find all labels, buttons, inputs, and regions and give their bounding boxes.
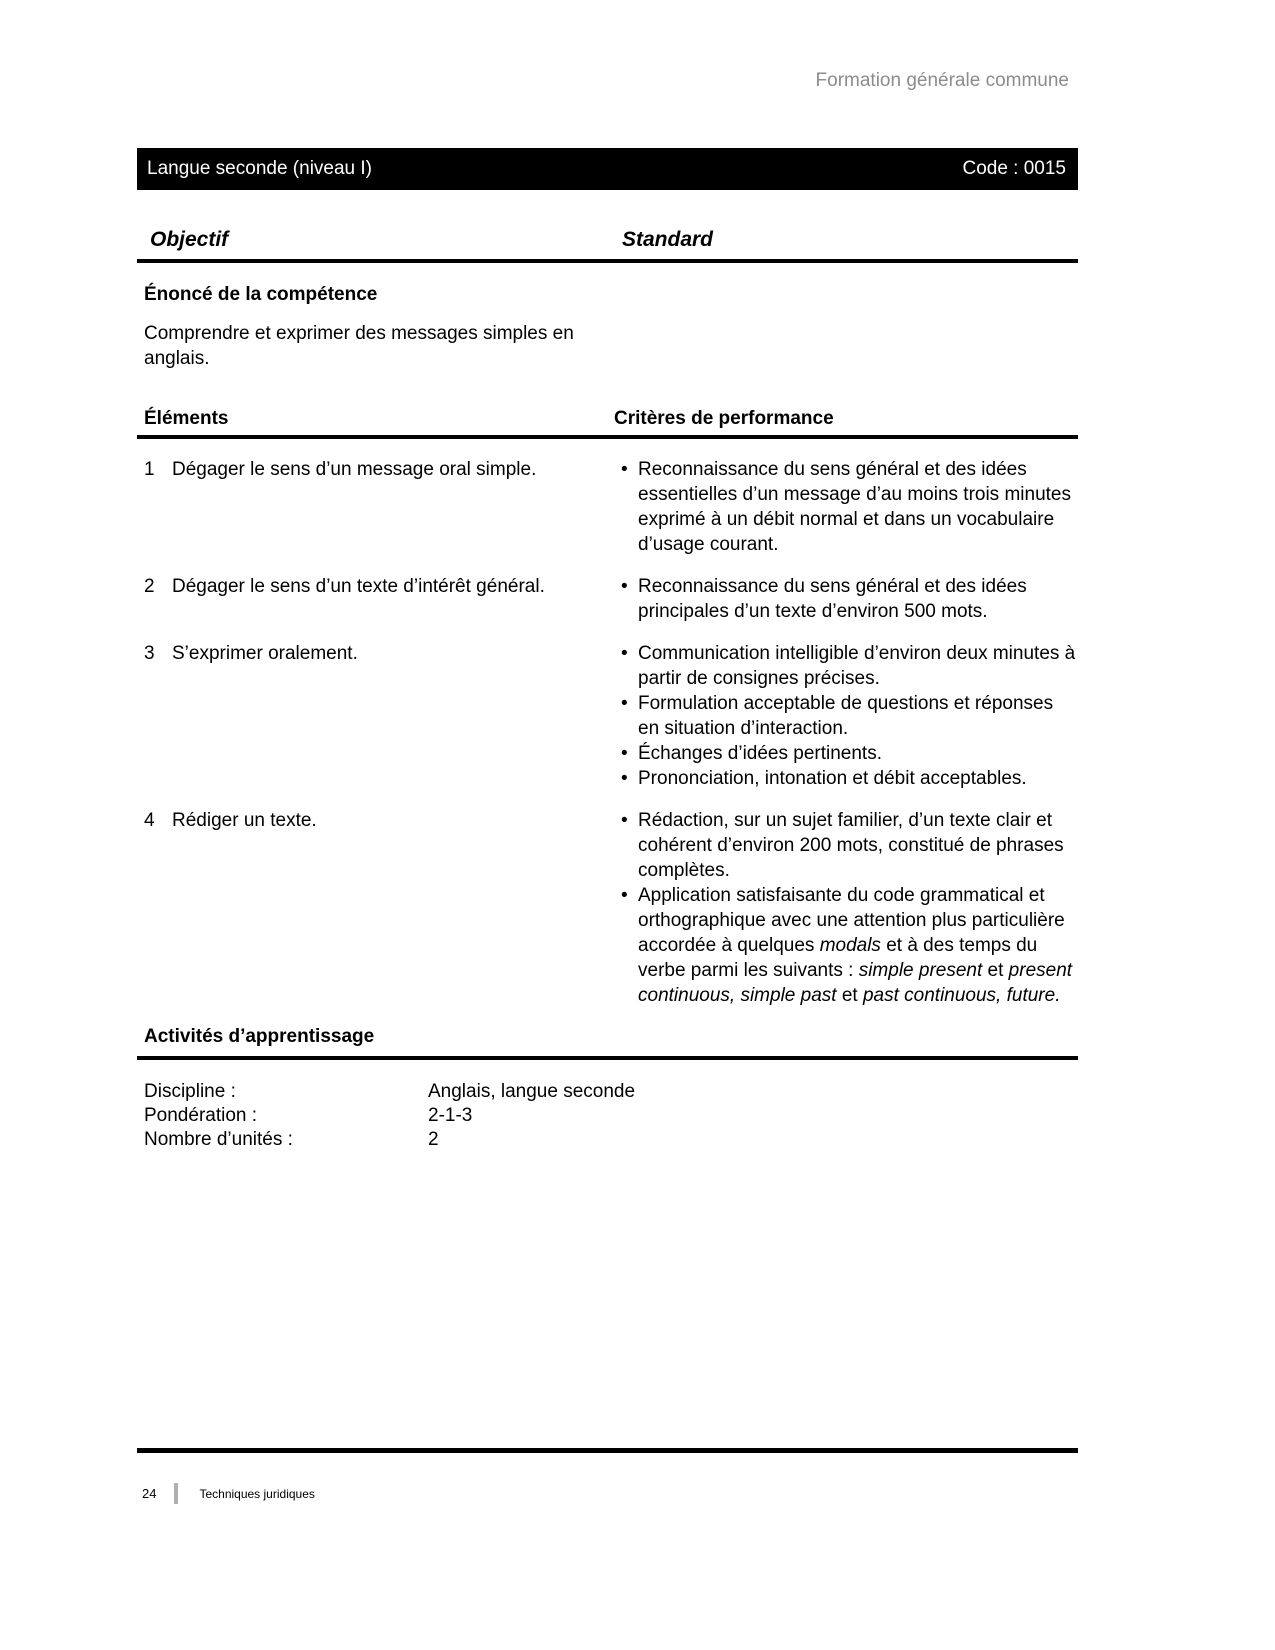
element-text: Dégager le sens d’un message oral simple. <box>172 459 537 480</box>
criteria-list <box>614 574 1078 624</box>
element-row <box>137 574 1078 624</box>
activity-value: 2-1-3 <box>428 1105 473 1126</box>
footer-rule <box>137 1448 1078 1453</box>
course-code: Code : 0015 <box>962 158 1066 179</box>
criteria-list <box>614 457 1078 557</box>
footer-divider-bar <box>174 1483 178 1504</box>
activity-row <box>137 1104 1078 1128</box>
criterion-text-segment: Rédaction, sur un sujet familier, d’un texte clair et cohérent d’environ 200 mots, constitué de phrases complètes. <box>638 810 1064 881</box>
element-row <box>137 808 1078 1008</box>
elements-rows <box>137 457 1078 1008</box>
criterion-item <box>614 741 1078 766</box>
criteria-heading: Critères de performance <box>614 408 834 429</box>
criterion-text-segment: Reconnaissance du sens général et des idées essentielles d’un message d’au moins trois minutes exprimé à un débit normal et dans un vocabulaire d’usage courant. <box>638 459 1071 555</box>
elements-divider-rule <box>137 435 1078 439</box>
criterion-text-segment: et à des temps du verbe parmi les suivants : <box>638 935 1038 981</box>
activities-divider-rule <box>137 1056 1078 1060</box>
element-text: S’exprimer oralement. <box>172 643 358 664</box>
activities-heading: Activités d’apprentissage <box>144 1026 375 1047</box>
element-row <box>137 641 1078 791</box>
criterion-italic-segment: modals <box>819 935 881 956</box>
criterion-text-segment: Échanges d’idées pertinents. <box>638 743 882 764</box>
criterion-text-segment: Reconnaissance du sens général et des idées principales d’un texte d’environ 500 mots. <box>638 576 1027 622</box>
element-statement <box>137 641 614 791</box>
element-statement <box>137 457 614 557</box>
activity-label: Nombre d’unités : <box>144 1129 293 1150</box>
footer-row <box>137 1483 1078 1504</box>
criteria-list <box>614 808 1078 1008</box>
activity-label: Pondération : <box>144 1105 258 1126</box>
element-number: 4 <box>144 810 155 831</box>
criterion-item <box>614 808 1078 883</box>
competence-section <box>137 283 1078 371</box>
page-content <box>137 0 1078 1152</box>
activity-row <box>137 1128 1078 1152</box>
criterion-item <box>614 457 1078 557</box>
course-title: Langue seconde (niveau I) <box>147 158 372 179</box>
element-number: 1 <box>144 459 155 480</box>
page-number: 24 <box>142 1486 157 1501</box>
criterion-text-segment: Formulation acceptable de questions et réponses en situation d’interaction. <box>638 693 1054 739</box>
criteria-list <box>614 641 1078 791</box>
criterion-italic-segment: simple present <box>858 960 983 981</box>
element-statement <box>137 574 614 624</box>
element-number: 3 <box>144 643 155 664</box>
element-statement <box>137 808 614 1008</box>
criterion-item <box>614 883 1078 1008</box>
activity-row <box>137 1080 1078 1104</box>
activity-value: Anglais, langue seconde <box>428 1081 636 1102</box>
element-text: Dégager le sens d’un texte d’intérêt général. <box>172 576 545 597</box>
criterion-item <box>614 766 1078 791</box>
criterion-text-segment: Application satisfaisante du code grammatical et orthographique avec une attention plus particulière accordée à quelques <box>638 885 1065 956</box>
header-divider-rule <box>137 259 1078 263</box>
standard-heading: Standard <box>622 228 714 251</box>
criterion-text-segment: Prononciation, intonation et débit acceptables. <box>638 768 1027 789</box>
activities-rows <box>137 1080 1078 1152</box>
objectif-heading: Objectif <box>150 228 229 251</box>
activity-value: 2 <box>428 1129 439 1150</box>
page-footer <box>137 1448 1078 1504</box>
criterion-italic-segment: past continuous, future. <box>862 985 1061 1006</box>
criterion-item <box>614 691 1078 741</box>
course-title-bar <box>137 148 1078 190</box>
element-text: Rédiger un texte. <box>172 810 317 831</box>
objectif-standard-headers <box>137 228 1078 252</box>
elements-heading: Éléments <box>144 408 229 429</box>
criterion-item <box>614 641 1078 691</box>
criterion-text-segment: et <box>836 985 863 1006</box>
criterion-text-segment: Communication intelligible d’environ deux minutes à partir de consignes précises. <box>638 643 1076 689</box>
criterion-italic-segment: present continuous, simple past <box>638 960 1073 1006</box>
criterion-item <box>614 574 1078 624</box>
element-number: 2 <box>144 576 155 597</box>
activity-label: Discipline : <box>144 1081 236 1102</box>
competence-heading: Énoncé de la compétence <box>144 284 378 305</box>
criterion-text-segment: et <box>982 960 1009 981</box>
running-header: Formation générale commune <box>815 70 1069 91</box>
footer-label: Techniques juridiques <box>199 1486 315 1501</box>
competence-text: Comprendre et exprimer des messages simples en anglais. <box>144 323 574 369</box>
elements-criteria-headers <box>137 407 1078 431</box>
element-row <box>137 457 1078 557</box>
